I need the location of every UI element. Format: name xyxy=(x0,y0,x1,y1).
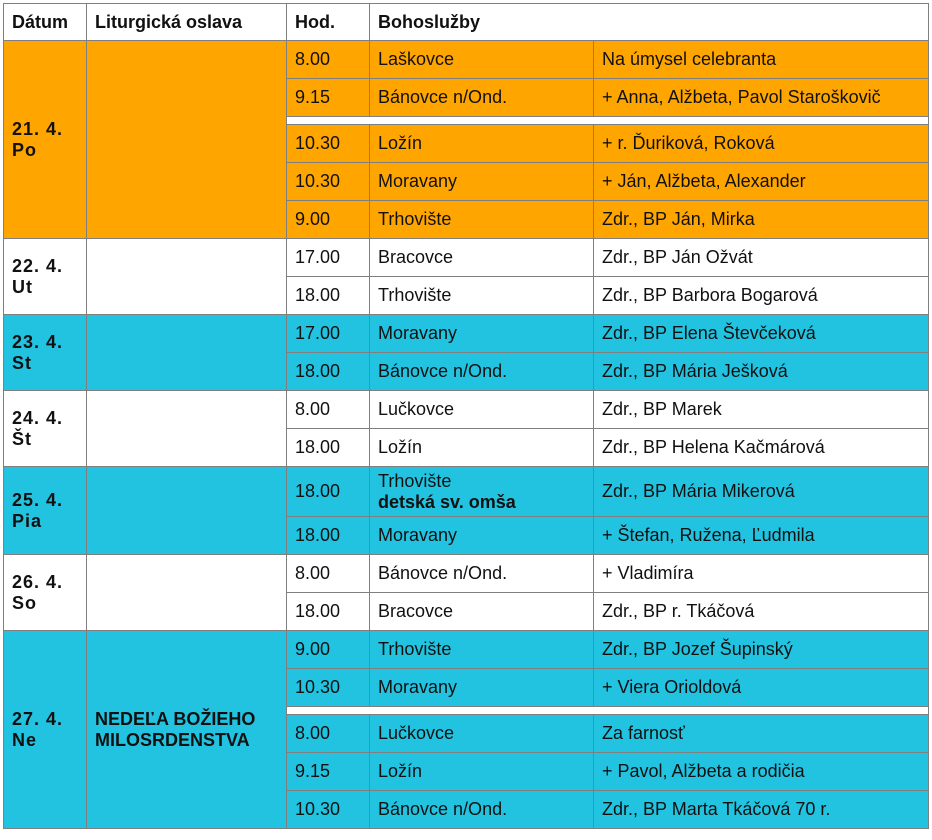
hour-cell: 8.00 xyxy=(286,390,370,429)
hour-cell: 9.00 xyxy=(286,200,370,239)
place-cell: Moravany xyxy=(369,668,594,707)
intention-cell: + Pavol, Alžbeta a rodičia xyxy=(593,752,929,791)
place-cell: Ložín xyxy=(369,428,594,467)
weekday-label: Po xyxy=(12,139,38,160)
day-date-cell xyxy=(3,554,87,631)
hour-cell: 9.15 xyxy=(286,78,370,117)
date-label: 26. 4. xyxy=(12,571,64,592)
intention-cell: Zdr., BP Elena Števčeková xyxy=(593,314,929,353)
intention-cell: + Vladimíra xyxy=(593,554,929,593)
day-date-cell xyxy=(3,466,87,555)
header-hour: Hod. xyxy=(286,3,370,41)
place-cell: Moravany xyxy=(369,516,594,555)
hour-cell: 8.00 xyxy=(286,714,370,753)
place-cell: Laškovce xyxy=(369,40,594,79)
intention-cell: Zdr., BP Ján Ožvát xyxy=(593,238,929,277)
day-date-cell xyxy=(3,238,87,315)
intention-cell: + Anna, Alžbeta, Pavol Staroškovič xyxy=(593,78,929,117)
header-feast: Liturgická oslava xyxy=(86,3,287,41)
hour-cell: 10.30 xyxy=(286,790,370,829)
feast-cell xyxy=(86,390,287,467)
hour-cell: 10.30 xyxy=(286,668,370,707)
place-cell: Trhovište xyxy=(369,630,594,669)
hour-cell: 18.00 xyxy=(286,276,370,315)
place-cell: Ložín xyxy=(369,752,594,791)
intention-cell: Zdr., BP Helena Kačmárová xyxy=(593,428,929,467)
hour-cell: 9.15 xyxy=(286,752,370,791)
day-date-cell xyxy=(3,40,87,239)
place-cell: Moravany xyxy=(369,314,594,353)
weekday-label: Ut xyxy=(12,276,33,297)
feast-cell xyxy=(86,630,287,829)
intention-cell: + r. Ďuriková, Roková xyxy=(593,124,929,163)
place-cell: Bánovce n/Ond. xyxy=(369,790,594,829)
place-cell: Bánovce n/Ond. xyxy=(369,554,594,593)
header-date: Dátum xyxy=(3,3,87,41)
weekday-label: Št xyxy=(12,428,32,449)
hour-cell: 18.00 xyxy=(286,428,370,467)
place-cell: Lučkovce xyxy=(369,714,594,753)
header-services: Bohoslužby xyxy=(369,3,929,41)
intention-cell: Zdr., BP r. Tkáčová xyxy=(593,592,929,631)
feast-cell xyxy=(86,466,287,555)
place-cell: Trhovište xyxy=(369,200,594,239)
place-cell: Bánovce n/Ond. xyxy=(369,78,594,117)
intention-cell: Zdr., BP Ján, Mirka xyxy=(593,200,929,239)
place-cell: Bánovce n/Ond. xyxy=(369,352,594,391)
hour-cell: 18.00 xyxy=(286,466,370,517)
place-note: detská sv. omša xyxy=(378,491,516,512)
day-date-cell xyxy=(3,390,87,467)
intention-cell: + Štefan, Ružena, Ľudmila xyxy=(593,516,929,555)
intention-cell: Zdr., BP Jozef Šupinský xyxy=(593,630,929,669)
date-label: 25. 4. xyxy=(12,489,64,510)
intention-cell: Zdr., BP Mária Mikerová xyxy=(593,466,929,517)
hour-cell: 8.00 xyxy=(286,554,370,593)
feast-cell xyxy=(86,554,287,631)
feast-line: NEDEĽA BOŽIEHO xyxy=(95,708,256,729)
place-cell: Lučkovce xyxy=(369,390,594,429)
place-cell: Bracovce xyxy=(369,592,594,631)
hour-cell: 17.00 xyxy=(286,314,370,353)
intention-cell: Zdr., BP Marta Tkáčová 70 r. xyxy=(593,790,929,829)
date-label: 22. 4. xyxy=(12,255,64,276)
intention-cell: Zdr., BP Marek xyxy=(593,390,929,429)
weekday-label: Ne xyxy=(12,729,38,750)
hour-cell: 17.00 xyxy=(286,238,370,277)
date-label: 24. 4. xyxy=(12,407,64,428)
hour-cell: 9.00 xyxy=(286,630,370,669)
intention-cell: Za farnosť xyxy=(593,714,929,753)
hour-cell: 18.00 xyxy=(286,516,370,555)
feast-cell xyxy=(86,40,287,239)
date-label: 23. 4. xyxy=(12,331,64,352)
hour-cell: 8.00 xyxy=(286,40,370,79)
hour-cell: 10.30 xyxy=(286,162,370,201)
weekday-label: St xyxy=(12,352,32,373)
day-date-cell xyxy=(3,630,87,829)
place-cell: Bracovce xyxy=(369,238,594,277)
place-cell: Trhovište xyxy=(369,276,594,315)
date-label: 21. 4. xyxy=(12,118,64,139)
hour-cell: 10.30 xyxy=(286,124,370,163)
intention-cell: Zdr., BP Barbora Bogarová xyxy=(593,276,929,315)
feast-cell xyxy=(86,314,287,391)
place-cell: Ložín xyxy=(369,124,594,163)
mass-schedule-table xyxy=(3,3,929,836)
intention-cell: + Ján, Alžbeta, Alexander xyxy=(593,162,929,201)
feast-line: MILOSRDENSTVA xyxy=(95,729,250,750)
place-name: Trhovište xyxy=(378,470,452,491)
place-cell: Moravany xyxy=(369,162,594,201)
day-date-cell xyxy=(3,314,87,391)
hour-cell: 18.00 xyxy=(286,592,370,631)
intention-cell: Na úmysel celebranta xyxy=(593,40,929,79)
intention-cell: Zdr., BP Mária Ješková xyxy=(593,352,929,391)
weekday-label: Pia xyxy=(12,510,43,531)
feast-cell xyxy=(86,238,287,315)
weekday-label: So xyxy=(12,592,38,613)
date-label: 27. 4. xyxy=(12,708,64,729)
intention-cell: + Viera Orioldová xyxy=(593,668,929,707)
place-cell xyxy=(369,466,594,517)
hour-cell: 18.00 xyxy=(286,352,370,391)
